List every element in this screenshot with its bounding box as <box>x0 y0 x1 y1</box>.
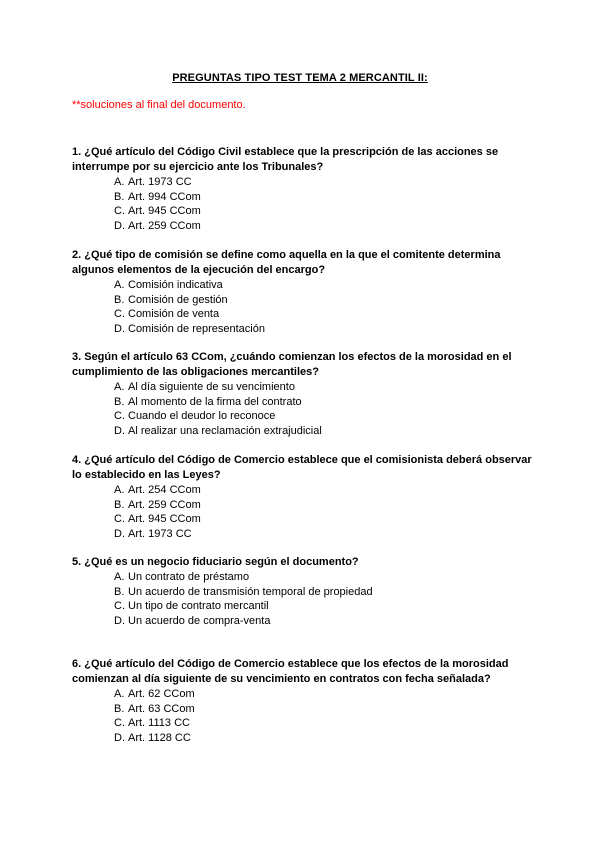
option-text: Art. 254 CCom <box>128 484 201 496</box>
options-list <box>72 175 532 233</box>
option-text: Un acuerdo de compra-venta <box>128 614 271 627</box>
option-a <box>114 687 532 702</box>
option-text: Al momento de la firma del contrato <box>128 395 302 408</box>
options-list <box>72 380 532 438</box>
option-letter: B. <box>114 190 125 203</box>
option-letter: B. <box>114 585 125 598</box>
option-c <box>114 307 532 322</box>
options-list <box>72 278 532 336</box>
option-letter: B. <box>114 702 125 715</box>
option-b <box>114 585 532 600</box>
option-letter: D. <box>114 527 125 540</box>
option-c <box>114 599 532 614</box>
option-letter: A. <box>114 381 125 393</box>
option-letter: D. <box>114 219 125 232</box>
option-text: Art. 259 CCom <box>128 219 201 232</box>
option-letter: A. <box>114 688 125 700</box>
option-text: Art. 1113 CC <box>128 717 190 730</box>
question-1 <box>72 145 532 233</box>
option-letter: C. <box>114 205 125 218</box>
option-text: Art. 945 CCom <box>128 513 201 526</box>
option-letter: D. <box>114 614 125 627</box>
solutions-note: **soluciones al final del documento. <box>72 99 246 111</box>
option-b <box>114 498 532 513</box>
option-d <box>114 219 532 234</box>
question-5 <box>72 555 532 628</box>
question-text: 2. ¿Qué tipo de comisión se define como aquella en la que el comitente determina algunos elementos de la ejecución del encargo? <box>72 249 501 276</box>
options-list <box>72 483 532 541</box>
option-text: Comisión de representación <box>128 322 265 335</box>
option-b <box>114 395 532 410</box>
question-2 <box>72 248 532 336</box>
question-text: 4. ¿Qué artículo del Código de Comercio establece que el comisionista deberá observar lo establecido en las Leyes? <box>72 454 532 481</box>
document-title: PREGUNTAS TIPO TEST TEMA 2 MERCANTIL II: <box>172 72 428 84</box>
option-text: Art. 945 CCom <box>128 205 201 218</box>
option-text: Art. 62 CCom <box>128 688 195 700</box>
option-text: Cuando el deudor lo reconoce <box>128 410 276 423</box>
option-b <box>114 293 532 308</box>
option-letter: C. <box>114 513 125 526</box>
options-list <box>72 687 532 745</box>
option-c <box>114 512 532 527</box>
option-text: Art. 1973 CC <box>128 527 192 540</box>
option-text: Un acuerdo de transmisión temporal de propiedad <box>128 585 373 598</box>
option-a <box>114 483 532 498</box>
option-letter: C. <box>114 410 125 423</box>
option-text: Comisión de venta <box>128 308 220 321</box>
option-text: Un tipo de contrato mercantil <box>128 600 269 613</box>
option-letter: A. <box>114 571 125 583</box>
option-letter: D. <box>114 731 125 744</box>
option-letter: A. <box>114 176 125 188</box>
option-letter: C. <box>114 308 125 321</box>
option-letter: D. <box>114 424 125 437</box>
option-d <box>114 322 532 337</box>
option-text: Art. 994 CCom <box>128 190 201 203</box>
option-d <box>114 527 532 542</box>
option-a <box>114 278 532 293</box>
option-text: Art. 63 CCom <box>128 702 195 715</box>
option-c <box>114 204 532 219</box>
option-letter: D. <box>114 322 125 335</box>
option-text: Art. 1973 CC <box>128 176 192 188</box>
option-d <box>114 731 532 746</box>
option-text: Al día siguiente de su vencimiento <box>128 381 295 393</box>
option-b <box>114 702 532 717</box>
option-letter: C. <box>114 717 125 730</box>
option-a <box>114 380 532 395</box>
option-c <box>114 716 532 731</box>
question-6 <box>72 657 532 745</box>
options-list <box>72 570 532 628</box>
option-letter: B. <box>114 395 125 408</box>
option-letter: A. <box>114 279 125 291</box>
question-3 <box>72 350 532 438</box>
question-4 <box>72 453 532 541</box>
option-letter: A. <box>114 484 125 496</box>
option-a <box>114 570 532 585</box>
question-text: 6. ¿Qué artículo del Código de Comercio establece que los efectos de la morosidad comienzan al día siguiente de su vencimiento en contratos con fecha señalada? <box>72 658 509 685</box>
option-text: Un contrato de préstamo <box>128 571 250 583</box>
option-text: Art. 259 CCom <box>128 498 201 511</box>
option-text: Art. 1128 CC <box>128 731 191 744</box>
option-c <box>114 409 532 424</box>
option-b <box>114 190 532 205</box>
option-letter: B. <box>114 293 125 306</box>
option-text: Al realizar una reclamación extrajudicial <box>128 424 322 437</box>
option-text: Comisión de gestión <box>128 293 228 306</box>
option-letter: B. <box>114 498 125 511</box>
option-d <box>114 424 532 439</box>
question-text: 1. ¿Qué artículo del Código Civil establece que la prescripción de las acciones se interrumpe por su ejercicio ante los Tribunales? <box>72 146 499 173</box>
question-text: 5. ¿Qué es un negocio fiduciario según el documento? <box>72 556 359 568</box>
option-a <box>114 175 532 190</box>
question-text: 3. Según el artículo 63 CCom, ¿cuándo comienzan los efectos de la morosidad en el cumplimiento de las obligaciones mercantiles? <box>72 351 512 378</box>
option-letter: C. <box>114 600 125 613</box>
option-d <box>114 614 532 629</box>
option-text: Comisión indicativa <box>128 279 223 291</box>
